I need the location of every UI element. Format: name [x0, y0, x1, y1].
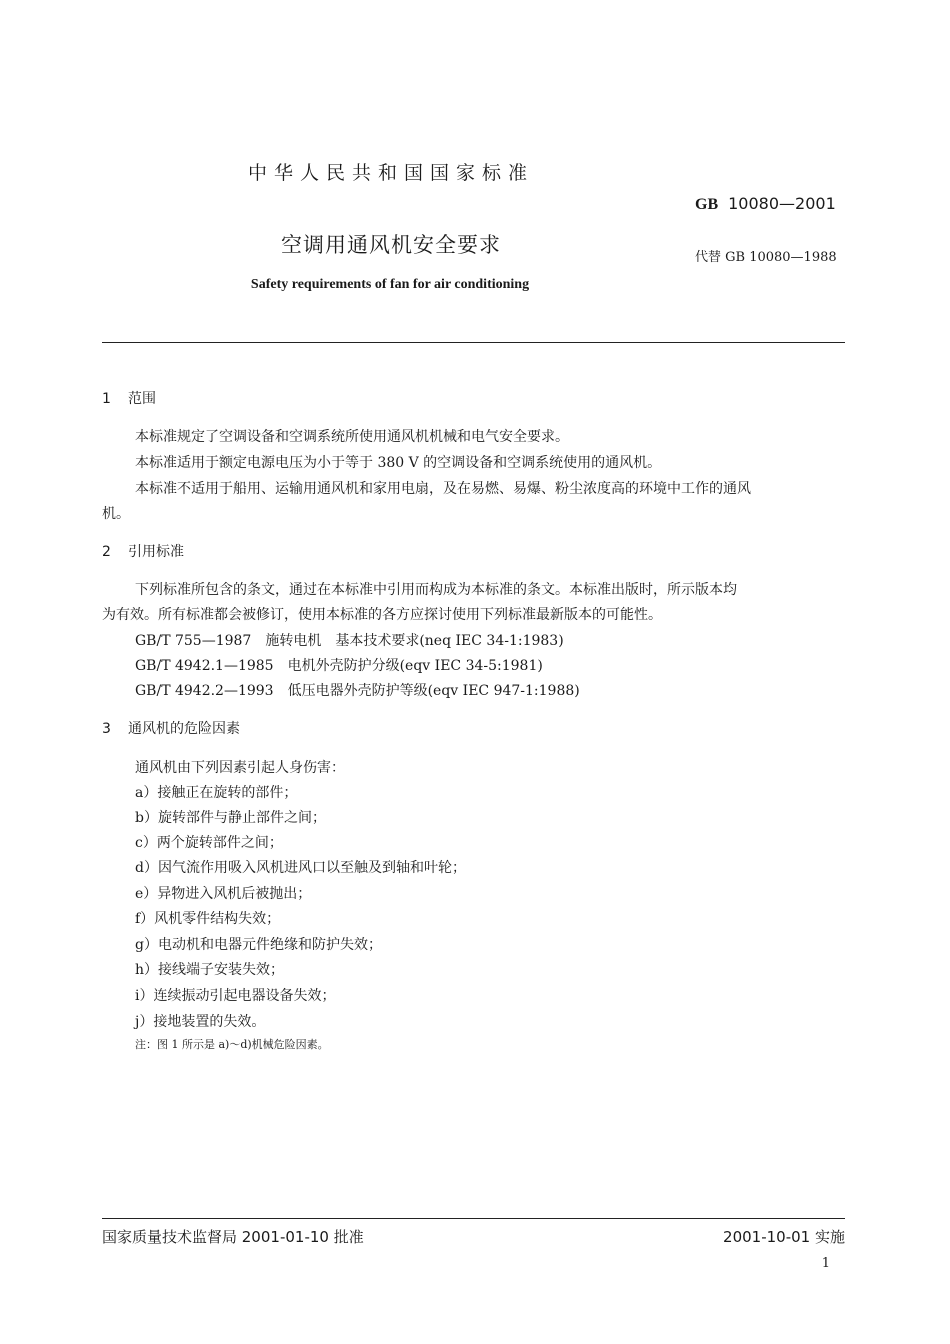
section-title: 通风机的危险因素 [128, 721, 240, 737]
hazard-item: d）因气流作用吸入风机进风口以至触及到轴和叶轮； [135, 860, 466, 876]
standard-code [695, 194, 836, 214]
section-1-paragraph: 本标准适用于额定电源电压为小于等于 380 V 的空调设备和空调系统使用的通风机。 [135, 455, 662, 471]
section-3-intro: 通风机由下列因素引起人身伤害： [135, 760, 345, 776]
section-number: 2 [102, 544, 111, 560]
note: 注：图 1 所示是 a)～d)机械危险因素。 [135, 1038, 329, 1051]
hazard-item: e）异物进入风机后被抛出； [135, 886, 312, 902]
approval-info: 国家质量技术监督局 2001-01-10 批准 [102, 1228, 364, 1246]
reference-item: GB/T 4942.2—1993 低压电器外壳防护等级(eqv IEC 947-1:1988) [135, 683, 580, 699]
section-1-paragraph-continuation: 机。 [102, 506, 130, 522]
reference-item: GB/T 755—1987 施转电机 基本技术要求(neq IEC 34-1:1983) [135, 633, 564, 649]
title-english: Safety requirements of fan for air conditioning [250, 277, 530, 292]
hazard-item: b）旋转部件与静止部件之间； [135, 810, 326, 826]
hazard-item: i）连续振动引起电器设备失效； [135, 988, 336, 1004]
standard-prefix: GB [695, 196, 719, 213]
hazard-item: a）接触正在旋转的部件； [135, 785, 298, 801]
hazard-item: h）接线端子安装失效； [135, 962, 285, 978]
reference-item: GB/T 4942.1—1985 电机外壳防护分级(eqv IEC 34-5:1981) [135, 658, 543, 674]
section-2-paragraph-continuation: 为有效。所有标准都会被修订，使用本标准的各方应探讨使用下列标准最新版本的可能性。 [102, 607, 662, 623]
hazard-item: f）风机零件结构失效； [135, 911, 281, 927]
section-1-paragraph: 本标准规定了空调设备和空调系统所使用通风机机械和电气安全要求。 [135, 429, 569, 445]
hazard-item: g）电动机和电器元件绝缘和防护失效； [135, 937, 382, 953]
title-chinese: 空调用通风机安全要求 [281, 233, 501, 257]
section-number: 1 [102, 391, 111, 407]
section-2-heading [102, 541, 184, 561]
section-3-heading [102, 718, 240, 738]
page-number: 1 [821, 1256, 830, 1271]
section-1-paragraph: 本标准不适用于船用、运输用通风机和家用电扇，及在易燃、易爆、粉尘浓度高的环境中工作的通风 [135, 481, 751, 497]
section-title: 引用标准 [128, 544, 184, 560]
section-1-heading [102, 388, 156, 408]
standard-number: 10080—2001 [728, 194, 836, 213]
section-number: 3 [102, 721, 111, 737]
hazard-item: j）接地装置的失效。 [135, 1014, 266, 1030]
footer-divider [102, 1218, 845, 1219]
national-standard-heading: 中华人民共和国国家标准 [247, 162, 534, 184]
section-2-paragraph: 下列标准所包含的条文，通过在本标准中引用而构成为本标准的条文。本标准出版时，所示版本均 [135, 582, 737, 598]
replaces-standard: 代替 GB 10080—1988 [695, 250, 837, 265]
hazard-item: c）两个旋转部件之间； [135, 835, 283, 851]
header-divider [102, 342, 845, 343]
section-title: 范围 [128, 391, 156, 407]
effective-date: 2001-10-01 实施 [723, 1228, 845, 1246]
